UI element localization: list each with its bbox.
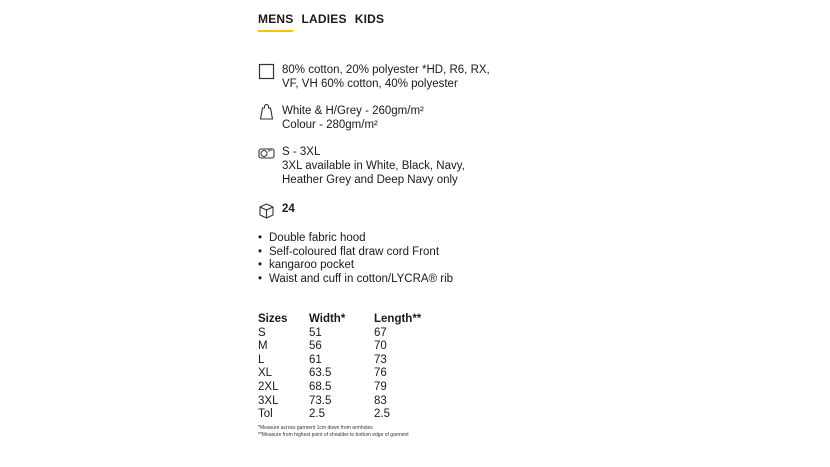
weight-line: White & H/Grey - 260gm/m² [282,105,424,117]
weight-text [282,104,424,132]
width-cell: 73.5 [309,394,332,407]
gender-tabs [258,12,384,32]
tab-mens[interactable]: MENS [258,12,293,32]
width-cell: 56 [309,340,322,353]
fabric-text [282,63,490,91]
size-cell: XL [258,367,273,380]
list-item: • Self-coloured flat draw cord Front [258,246,453,260]
length-cell: 70 [374,340,387,353]
fabric-line: 80% cotton, 20% polyester *HD, R6, RX, [282,64,490,76]
length-cell: 2.5 [374,408,390,421]
width-cell: 2.5 [309,408,325,421]
size-cell: L [258,353,265,366]
tab-ladies[interactable]: LADIES [301,12,347,26]
fabric-line: VF, VH 60% cotton, 40% polyester [282,78,458,90]
size-cell: S [258,326,266,339]
size-cell: 3XL [258,394,279,407]
length-cell: 79 [374,380,387,393]
table-row [258,354,454,368]
table-row [258,408,454,422]
table-row [258,340,454,354]
size-cell: 2XL [258,380,279,393]
fabric-square-icon [258,63,275,80]
weight-spec [258,104,424,132]
table-row [258,327,454,341]
list-item: • kangaroo pocket [258,259,453,273]
size-table [258,313,454,422]
header-length: Length** [374,313,422,325]
size-cell: M [258,340,268,353]
measurement-notes [258,425,409,438]
header-sizes: Sizes [258,313,288,325]
width-cell: 61 [309,353,322,366]
measuring-tape-icon [258,145,275,162]
width-cell: 51 [309,326,322,339]
length-cell: 83 [374,394,387,407]
width-cell: 68.5 [309,380,332,393]
carton-spec [258,202,295,219]
sizing-line: Heather Grey and Deep Navy only [282,174,458,186]
sizing-line: S - 3XL [282,146,321,158]
carton-box-icon [258,202,275,219]
table-row [258,367,454,381]
feature-list [258,232,453,286]
table-row [258,381,454,395]
table-row [258,395,454,409]
length-cell: 67 [374,326,387,339]
tab-kids[interactable]: KIDS [354,12,385,26]
weight-line: Colour - 280gm/m² [282,119,378,131]
width-cell: 63.5 [309,367,332,380]
note-line: *Measure across garment 1cm down from armholes [258,425,373,431]
note-line: **Measure from highest point of shoulder to bottom edge of garment [258,431,409,438]
table-header-row [258,313,454,327]
sizing-text [282,145,465,187]
size-cell: Tol [258,408,273,421]
sizing-line: 3XL available in White, Black, Navy, [282,160,465,172]
sizing-spec [258,145,465,187]
fabric-spec [258,63,490,91]
list-item: • Double fabric hood [258,232,453,246]
carton-quantity: 24 [282,203,295,215]
length-cell: 76 [374,367,387,380]
header-width: Width* [309,313,346,325]
length-cell: 73 [374,353,387,366]
list-item: • Waist and cuff in cotton/LYCRA® rib [258,273,453,287]
weight-icon [258,104,275,121]
